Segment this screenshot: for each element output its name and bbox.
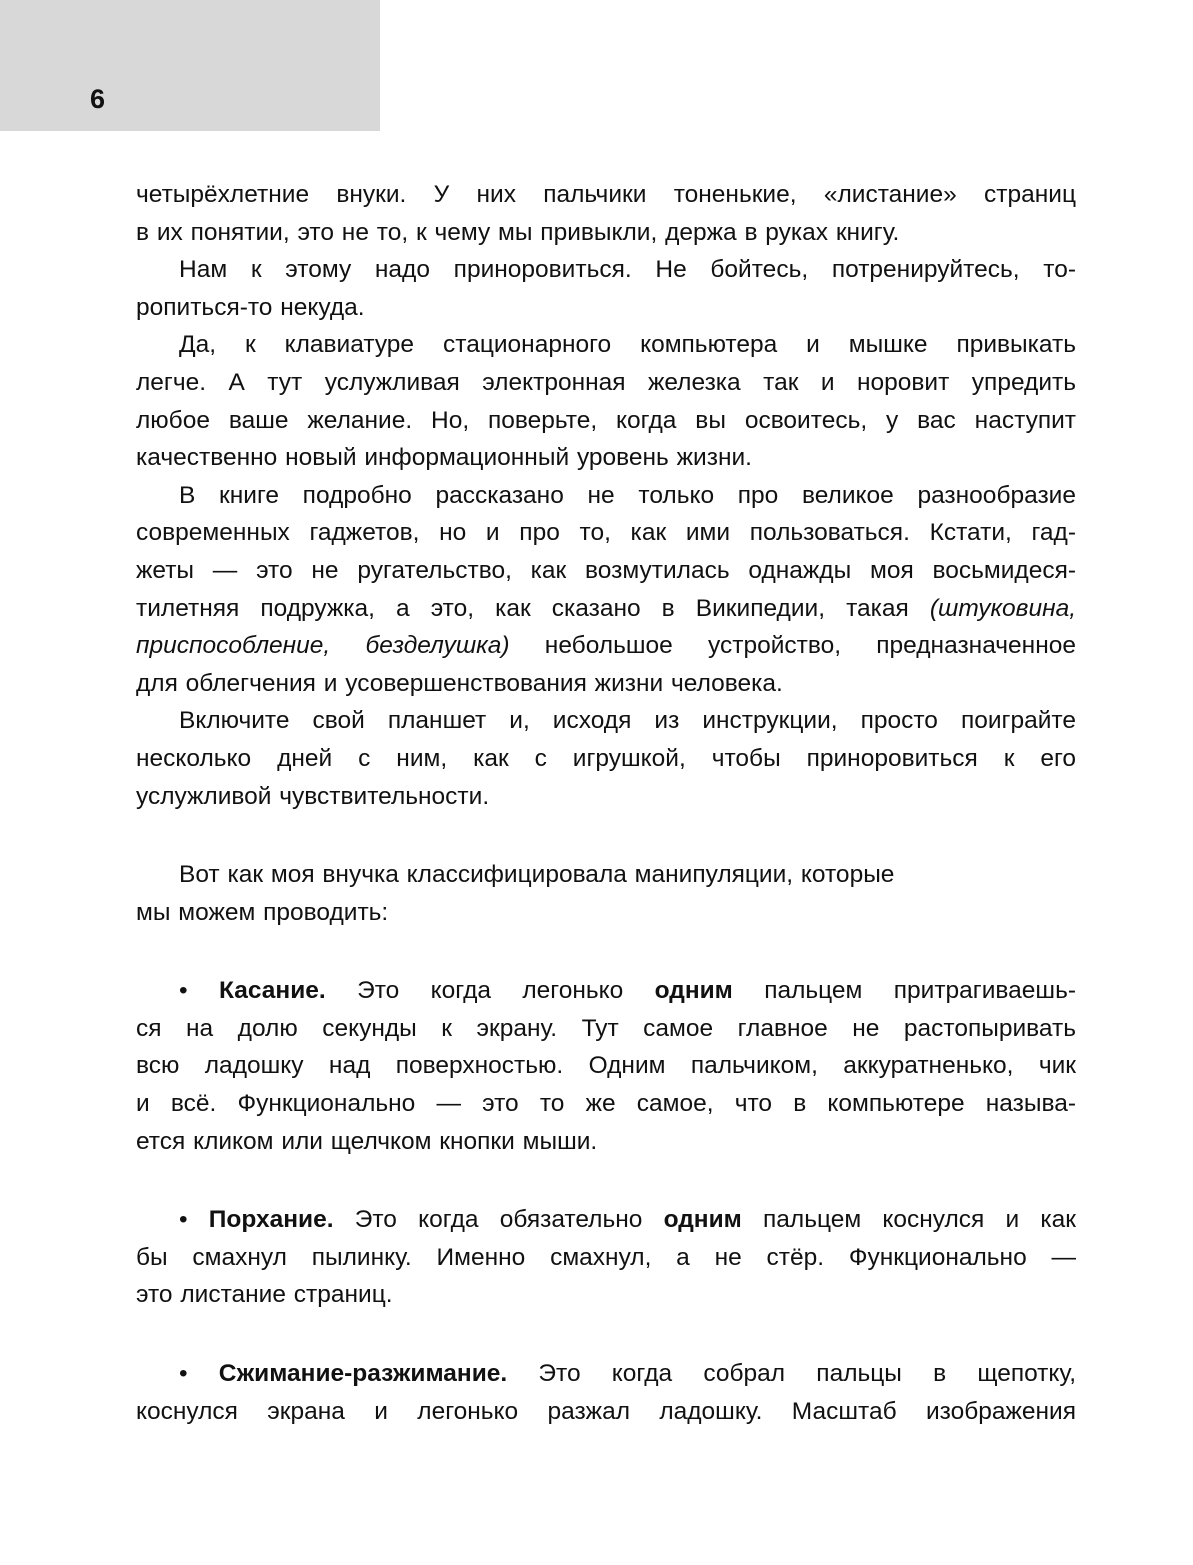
paragraph [136,702,1076,815]
text-line: Вот как моя внучка классифицировала манипуляции, которые [179,861,895,889]
paragraph [136,176,1076,251]
text-line [136,972,1076,1010]
italic-text: приспособление, безделушка) [136,632,510,660]
text-line: легче. А тут услужливая электронная железка так и норовит упредить [136,368,1076,396]
text-line: несколько дней с ним, как с игрушкой, чтобы приноровиться к его [136,744,1076,772]
text-line: Да, к клавиатуре стационарного компьютера и мышке привыкать [179,331,1076,359]
text-run: тилетняя подружка, а это, как сказано в Википедии, такая [136,594,930,622]
text-line [136,1201,1076,1239]
text-line: любое ваше желание. Но, поверьте, когда вы освоитесь, у вас наступит [136,406,1076,434]
text-run: • [179,1360,219,1388]
text-line: для облегчения и усовершенствования жизни человека. [136,669,783,697]
text-line: услужливой чувствительности. [136,782,490,810]
text-run: небольшое устройство, предназначенное [509,632,1076,660]
paragraph [136,856,1076,931]
text-run: пальцем коснулся и как [741,1206,1076,1234]
text-line: коснулся экрана и легонько разжал ладошку. Масштаб изображения [136,1397,1076,1425]
bold-term: Сжимание-разжимание. [218,1360,508,1388]
text-line: Включите свой планшет и, исходя из инструкции, просто поиграйте [179,707,1076,735]
text-line: всю ладошку над поверхностью. Одним пальчиком, аккуратненько, чик [136,1052,1076,1080]
paragraph [136,1355,1076,1430]
bold-term: одним [654,977,733,1005]
text-run: пальцем притрагиваешь- [732,977,1076,1005]
page-number: 6 [90,84,106,114]
paragraph [136,972,1076,1160]
page-header-band [0,0,380,131]
text-line [136,627,1076,665]
text-line [136,1355,1076,1393]
text-line: мы можем проводить: [136,898,389,926]
paragraph [136,326,1076,476]
text-run: Это когда легонько [325,977,655,1005]
bold-term: одним [663,1206,742,1234]
text-run: Это когда обязательно [333,1206,664,1234]
text-run: • [179,1206,209,1234]
text-line: ется кликом или щелчком кнопки мыши. [136,1127,598,1155]
italic-text: (штуковина, [929,594,1076,622]
bold-term: Касание. [218,977,326,1005]
text-line: В книге подробно рассказано не только про великое разнообразие [179,481,1076,509]
text-line: ся на долю секунды к экрану. Тут самое главное не растопыривать [136,1014,1076,1042]
text-run: • [179,977,219,1005]
page-body-text [136,176,1076,1430]
text-line: ропиться-то некуда. [136,293,365,321]
text-line: Нам к этому надо приноровиться. Не бойтесь, потренируйтесь, то- [179,256,1076,284]
paragraph [136,251,1076,326]
text-line: качественно новый информационный уровень жизни. [136,444,752,472]
text-line: современных гаджетов, но и про то, как ими пользоваться. Кстати, гад- [136,519,1076,547]
text-run: Это когда собрал пальцы в щепотку, [507,1360,1076,1388]
text-line: жеты — это не ругательство, как возмутилась однажды моя восьмидеся- [136,556,1076,584]
text-line: четырёхлетние внуки. У них пальчики тоненькие, «листание» страниц [136,181,1076,208]
bold-term: Порхание. [208,1206,334,1234]
text-line: это листание страниц. [136,1281,393,1309]
text-line [136,590,1076,628]
paragraph [136,477,1076,703]
paragraph [136,1201,1076,1314]
text-line: и всё. Функционально — это то же самое, что в компьютере называ- [136,1090,1076,1118]
text-line: бы смахнул пылинку. Именно смахнул, а не стёр. Функционально — [136,1243,1076,1271]
text-line: в их понятии, это не то, к чему мы привыкли, держа в руках книгу. [136,218,900,246]
